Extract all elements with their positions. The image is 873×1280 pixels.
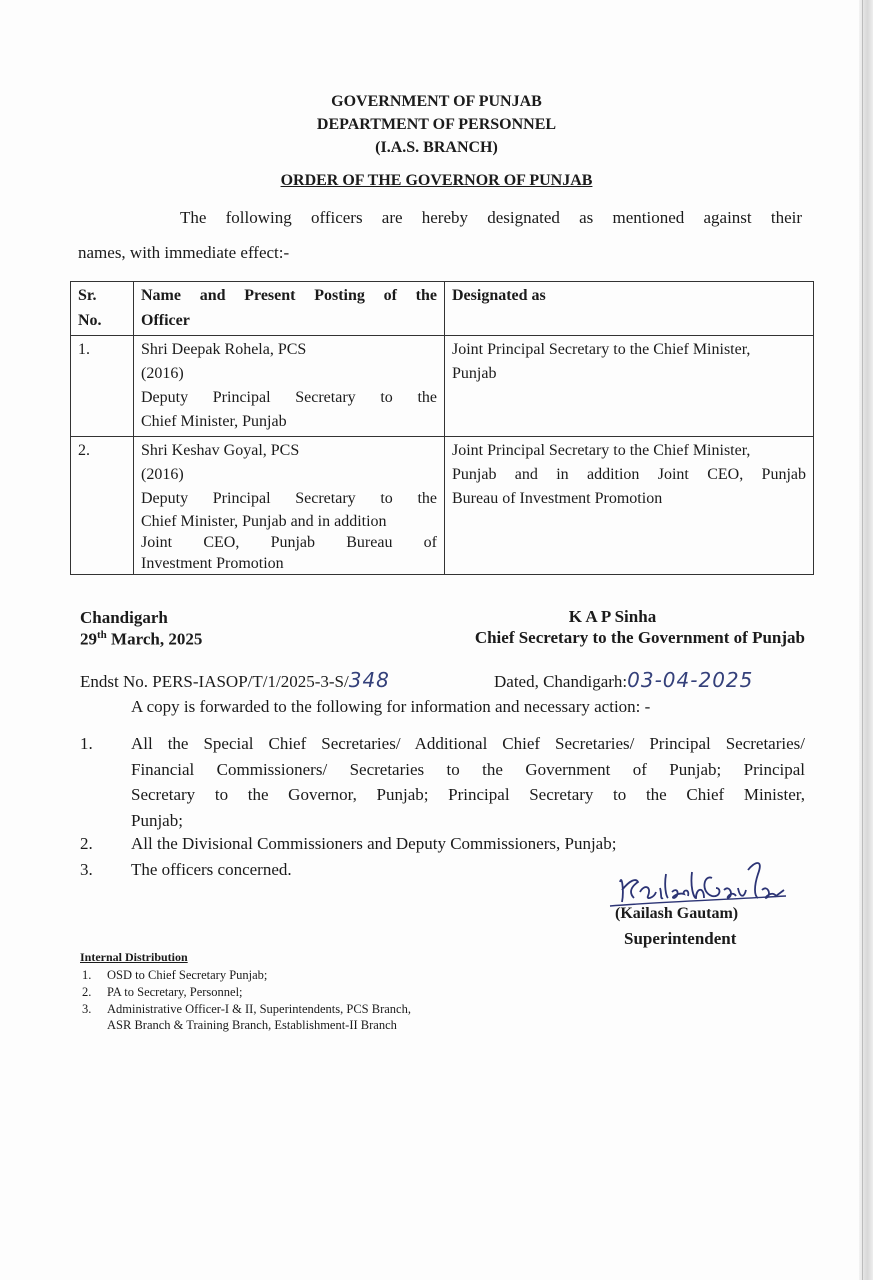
list-item-number: 2. bbox=[80, 834, 93, 853]
internal-distribution-title: Internal Distribution bbox=[80, 950, 188, 964]
intro-line-1: The following officers are hereby designated as mentioned against their bbox=[180, 208, 802, 227]
row-name-posting: Shri Keshav Goyal, PCS (2016) Deputy Principal Secretary to the Chief Minister, Punjab and in addition Joint CEO, Punjab Bureau of Investment Promotion bbox=[134, 437, 445, 575]
table-row bbox=[71, 336, 814, 437]
header-name-posting: Name and Present Posting of the Officer bbox=[134, 282, 445, 336]
list-item-number: 3. bbox=[80, 860, 93, 879]
page-edge-line bbox=[862, 0, 863, 1280]
list-item: All the Special Chief Secretaries/ Additional Chief Secretaries/ Principal Secretaries/ Financial Commissioners/ Secretaries to the Government of Punjab; Principal Secretary to the Governor, Punjab; Principal Secretary to the Chief Minister, Punjab; bbox=[131, 734, 805, 830]
list-item-number: 2. bbox=[82, 985, 92, 999]
second-signatory-name: (Kailash Gautam) bbox=[615, 905, 739, 922]
list-item-number: 1. bbox=[80, 734, 93, 753]
table-row bbox=[71, 437, 814, 575]
row-sr: 2. bbox=[71, 437, 134, 575]
header-sr-no: Sr. No. bbox=[71, 282, 134, 336]
place: Chandigarh bbox=[80, 608, 168, 627]
endorsement-date: Dated, Chandigarh:03-04-2025 bbox=[494, 668, 754, 692]
header-branch: (I.A.S. BRANCH) bbox=[375, 139, 498, 156]
second-signatory-role: Superintendent bbox=[624, 929, 737, 948]
list-item-number: 3. bbox=[82, 1002, 92, 1016]
signatory-name: K A P Sinha bbox=[568, 607, 657, 626]
header-designated-as: Designated as bbox=[445, 282, 814, 336]
list-item: OSD to Chief Secretary Punjab; bbox=[107, 968, 268, 982]
designation-table bbox=[70, 281, 814, 575]
signatory-title: Chief Secretary to the Government of Punjab bbox=[474, 628, 805, 647]
header-government: GOVERNMENT OF PUNJAB bbox=[331, 93, 542, 110]
row-sr: 1. bbox=[71, 336, 134, 437]
handwritten-number: 348 bbox=[348, 668, 390, 692]
handwritten-date: 03-04-2025 bbox=[627, 668, 754, 692]
row-name-posting: Shri Deepak Rohela, PCS (2016) Deputy Principal Secretary to the Chief Minister, Punjab bbox=[134, 336, 445, 437]
order-date: 29th March, 2025 bbox=[80, 629, 203, 649]
row-designation: Joint Principal Secretary to the Chief Minister, Punjab and in addition Joint CEO, Punjab Bureau of Investment Promotion bbox=[445, 437, 814, 575]
list-item: All the Divisional Commissioners and Deputy Commissioners, Punjab; bbox=[131, 834, 617, 853]
header-department: DEPARTMENT OF PERSONNEL bbox=[316, 116, 557, 133]
intro-line-2: names, with immediate effect:- bbox=[78, 243, 290, 262]
list-item: PA to Secretary, Personnel; bbox=[107, 985, 243, 999]
list-item: Administrative Officer-I & II, Superintendents, PCS Branch, ASR Branch & Training Branch, Establishment-II Branch bbox=[107, 1002, 411, 1032]
order-title: ORDER OF THE GOVERNOR OF PUNJAB bbox=[280, 172, 593, 189]
table-header-row bbox=[71, 282, 814, 336]
row-designation: Joint Principal Secretary to the Chief Minister, Punjab bbox=[445, 336, 814, 437]
copy-forward-line: A copy is forwarded to the following for information and necessary action: - bbox=[131, 697, 651, 716]
list-item: The officers concerned. bbox=[131, 860, 292, 879]
list-item-number: 1. bbox=[82, 968, 92, 982]
endorsement-number: Endst No. PERS-IASOP/T/1/2025-3-S/348 bbox=[80, 668, 390, 692]
